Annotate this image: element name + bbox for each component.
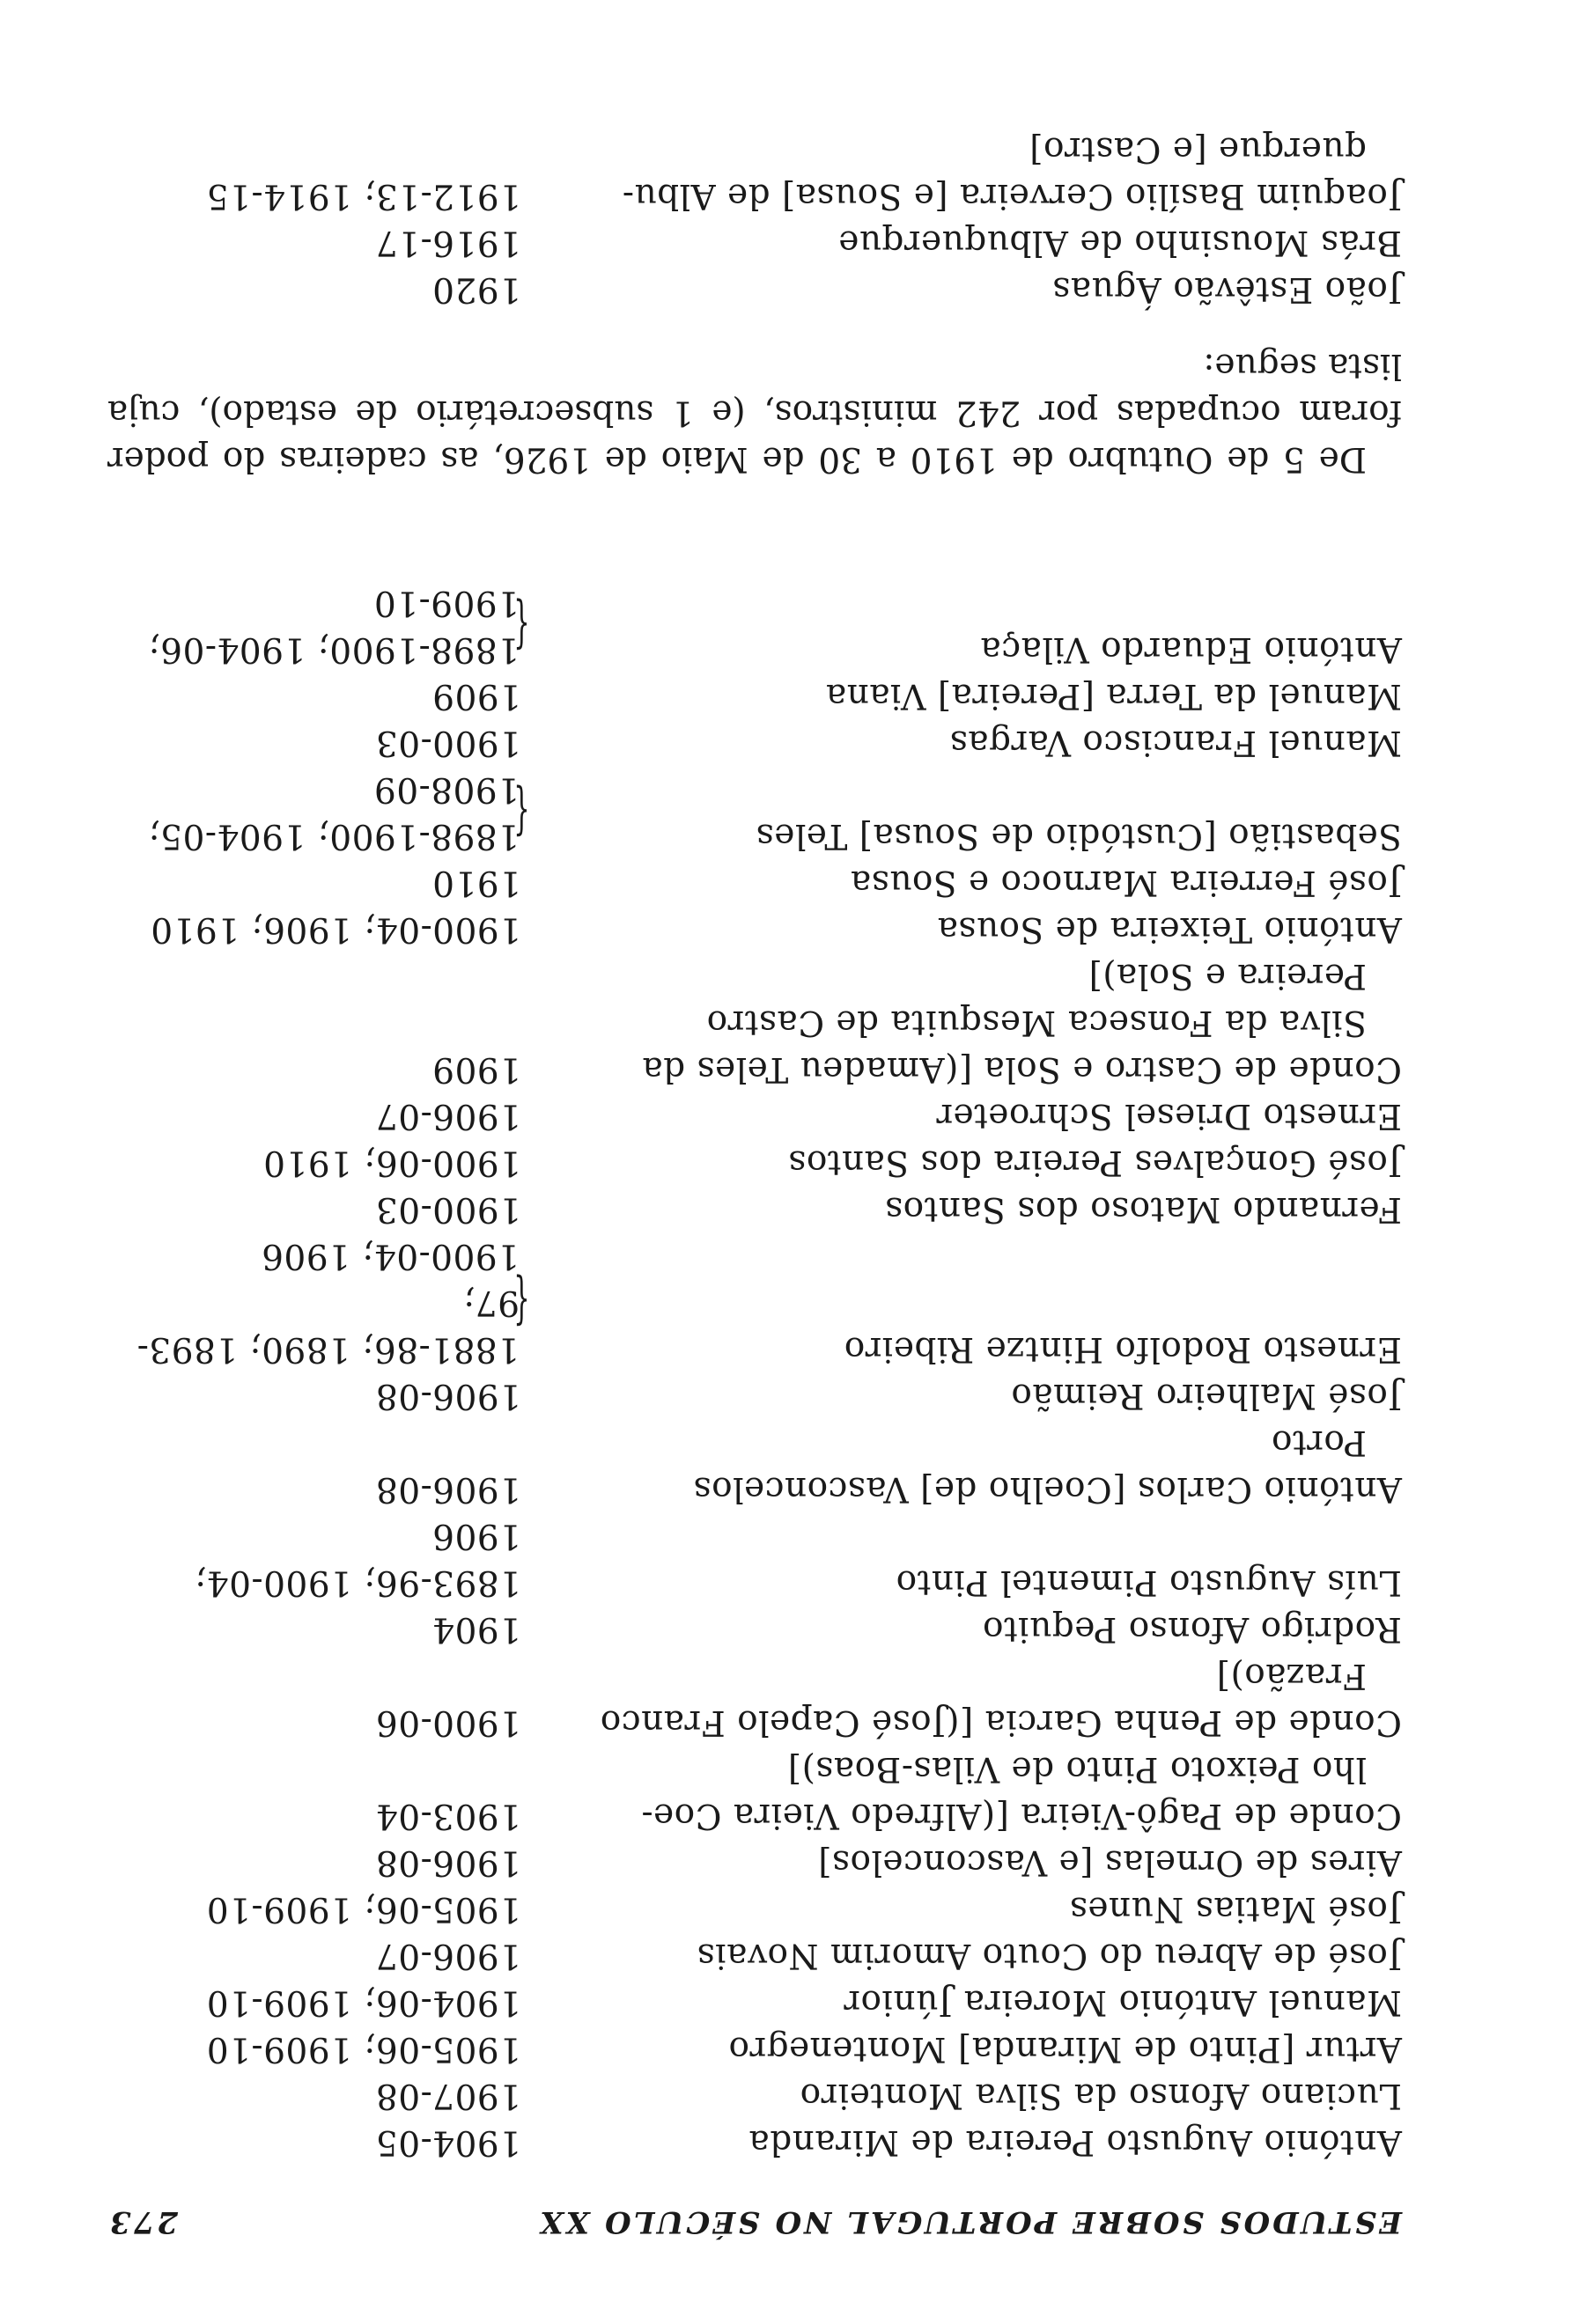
term-date-line: 1900-03 [375,723,521,762]
minister-name-continuation: Pereira e Sola)] [1088,956,1367,996]
minister-name [521,719,1402,766]
minister-name [521,219,1402,266]
brace-glyph: { [513,780,530,845]
term-dates [107,2119,521,2166]
term-dates [107,219,521,266]
term-dates [107,673,521,719]
term-dates [107,1839,521,1886]
minister-name [521,126,1402,219]
list-item [107,219,1402,266]
minister-name [521,673,1402,719]
term-date-line: 1900-03 [375,1189,521,1229]
list-item [107,673,1402,719]
minister-name-line: Luís Augusto Pimentel Pinto [896,1563,1402,1602]
minister-name-continuation: Silva da Fonseca Mesquita de Castro [706,1003,1367,1042]
list-item [107,266,1402,313]
minister-name-line: José de Abreu do Couto Amorim Novais [697,1936,1402,1975]
minister-list-republic [107,126,1402,313]
term-dates [107,1792,521,1839]
minister-name [521,2119,1402,2166]
list-item [107,1979,1402,2026]
term-date-line: 1898-1900; 1904-05; [148,816,520,856]
list-item [107,1232,1402,1372]
minister-name-line: José Gonçalves Pereira dos Santos [787,1143,1402,1182]
term-dates [107,266,521,313]
term-date-line: 1898-1900; 1904-06; [148,629,520,669]
brace-glyph: { [513,593,530,658]
term-dates [107,1092,521,1139]
term-date-line: 1881-86; 1890; 1893-97; [136,1283,520,1369]
minister-name [521,859,1402,906]
minister-name-line: Manuel Francisco Vargas [949,723,1402,762]
minister-name-line: António Carlos [Coelho de] Vasconcelos [693,1469,1402,1509]
page-number: 273 [107,2204,178,2239]
minister-name-line: Joaquim Basílio Cerveira [e Sousa] de Albu- [622,176,1402,216]
minister-name-line: António Teixeira de Sousa [937,909,1402,949]
minister-name-continuation: Frazão)] [1216,1656,1367,1695]
minister-name [521,1419,1402,1512]
term-dates [107,1699,521,1746]
minister-name-continuation: Porto [1271,1423,1367,1462]
term-dates [107,719,521,766]
term-dates [107,1932,521,1979]
minister-name [521,1839,1402,1886]
minister-name [521,2026,1402,2072]
minister-name-line: Conde de Penha Garcia [(José Capelo Franco [600,1703,1402,1742]
minister-name-line: Rodrigo Afonso Pequito [982,1609,1402,1649]
running-head [107,2204,1402,2239]
minister-name-line: Fernando Matoso dos Santos [884,1189,1402,1229]
list-item [107,906,1402,952]
minister-name-line: Sebastião [Custódio de Sousa] Teles [756,816,1402,856]
minister-name-line: José Malheiro Reimão [1010,1376,1402,1416]
term-date-line: 1905-06; 1909-10 [206,2029,521,2069]
list-item [107,1886,1402,1932]
term-date-line: 1906-08 [375,1376,521,1416]
minister-name-line: João Estêvão Águas [1051,269,1402,309]
minister-name-line: José Matias Nunes [1069,1889,1402,1929]
minister-name-line: Artur [Pinto de Miranda] Montenegro [728,2029,1402,2069]
term-dates [107,579,530,673]
list-item [107,2072,1402,2119]
minister-name [521,906,1402,952]
term-date-line: 1904-05 [375,2122,521,2162]
minister-name [521,952,1402,1092]
minister-name-line: Manuel António Moreira Júnior [843,1982,1402,2022]
minister-name [521,1372,1402,1419]
term-date-line: 1912-13; 1914-15 [206,176,521,216]
term-dates [107,1606,521,1652]
minister-name-line: Ernesto Rodolfo Hintze Ribeiro [844,1329,1402,1369]
minister-name [521,1932,1402,1979]
term-date-line: 1909-10 [373,583,520,622]
term-date-line: 1906-08 [375,1842,521,1882]
term-dates [107,1512,521,1606]
running-head-title: ESTUDOS SOBRE PORTUGAL NO SÉCULO XX [537,2204,1402,2239]
term-date-line: 1909 [431,676,521,716]
minister-name [521,1186,1402,1232]
minister-name-continuation: querque [e Castro] [1029,129,1367,169]
list-item [107,1652,1402,1746]
minister-name [521,1979,1402,2026]
list-item [107,1372,1402,1419]
term-dates [107,1186,521,1232]
list-item [107,2026,1402,2072]
minister-name [521,626,1402,673]
term-dates [107,2026,521,2072]
list-item [107,859,1402,906]
minister-name [521,1559,1402,1606]
minister-name-line: José Ferreira Marnoco e Sousa [850,863,1402,902]
term-date-line: 1910 [431,863,521,902]
minister-name-line: António Augusto Pereira de Miranda [748,2122,1402,2162]
list-item [107,2119,1402,2166]
term-date-line: 1903-04 [375,1796,521,1835]
term-dates [107,766,530,859]
term-dates [107,1466,521,1512]
list-item [107,1419,1402,1512]
minister-name [521,2072,1402,2119]
term-date-line: 1920 [431,269,521,309]
term-dates [107,173,521,219]
list-item [107,1932,1402,1979]
term-date-line: 1900-06 [375,1703,521,1742]
page-content [107,126,1402,2239]
list-item [107,766,1402,859]
minister-name [521,1139,1402,1186]
term-dates [107,2072,521,2119]
list-item [107,579,1402,673]
minister-name [521,1326,1402,1372]
term-date-line: 1900-04; 1906 [261,1236,520,1276]
term-date-line: 1908-09 [373,769,520,809]
minister-name-line: Luciano Afonso da Silva Monteiro [800,2076,1402,2115]
minister-name-line: Aires de Ornelas [e Vasconcelos] [817,1842,1402,1882]
minister-list-monarchy [107,579,1402,2166]
minister-name [521,1746,1402,1839]
minister-name [521,1606,1402,1652]
term-dates [107,1232,530,1372]
term-date-line: 1906-07 [375,1096,521,1136]
list-item [107,1746,1402,1839]
term-date-line: 1916-17 [375,223,521,262]
term-date-line: 1906-07 [375,1936,521,1975]
intro-paragraph: De 5 de Outubro de 1910 a 30 de Maio de 1926, as cadeiras do poder foram ocupadas por 242 ministros, (e 1 subsecretário de estado), cuja lista segue: [107,346,1402,479]
list-item [107,1512,1402,1606]
list-item [107,1139,1402,1186]
minister-name [521,1092,1402,1139]
term-date-line: 1893-96; 1900-04; 1906 [194,1516,521,1602]
list-item [107,1606,1402,1652]
term-dates [107,1372,521,1419]
term-date-line: 1906-08 [375,1469,521,1509]
list-item [107,1839,1402,1886]
minister-name [521,813,1402,859]
term-dates [107,1979,521,2026]
term-date-line: 1900-04; 1906; 1910 [150,909,521,949]
term-date-line: 1905-06; 1909-10 [206,1889,521,1929]
minister-name-line: Ernesto Driesel Schroeter [935,1096,1402,1136]
minister-name-line: Manuel da Terra [Pereira] Viana [825,676,1402,716]
list-item [107,1186,1402,1232]
brace-glyph: { [513,1269,530,1335]
term-dates [107,1886,521,1932]
minister-name-line: António Eduardo Vilaça [980,629,1402,669]
minister-name-continuation: lho Peixoto Pinto de Vilas-Boas)] [787,1749,1367,1789]
list-item [107,126,1402,219]
minister-name-line: Conde de Castro e Sola [(Amadeu Teles da [641,1049,1402,1089]
term-date-line: 1907-08 [375,2076,521,2115]
minister-name-line: Conde de Pagô-Vieira [(Alfredo Vieira Coe- [640,1796,1402,1835]
minister-name [521,1652,1402,1746]
term-dates [107,906,521,952]
term-date-line: 1904-06; 1909-10 [206,1982,521,2022]
term-dates [107,1046,521,1092]
term-date-line: 1909 [431,1049,521,1089]
term-dates [107,1139,521,1186]
minister-name [521,266,1402,313]
term-date-line: 1904 [431,1609,521,1649]
list-item [107,719,1402,766]
term-date-line: 1900-06; 1910 [262,1143,521,1182]
term-dates [107,859,521,906]
list-item [107,1092,1402,1139]
minister-name [521,1886,1402,1932]
minister-name-line: Brás Mousinho de Albuquerque [837,223,1402,262]
list-item [107,952,1402,1092]
